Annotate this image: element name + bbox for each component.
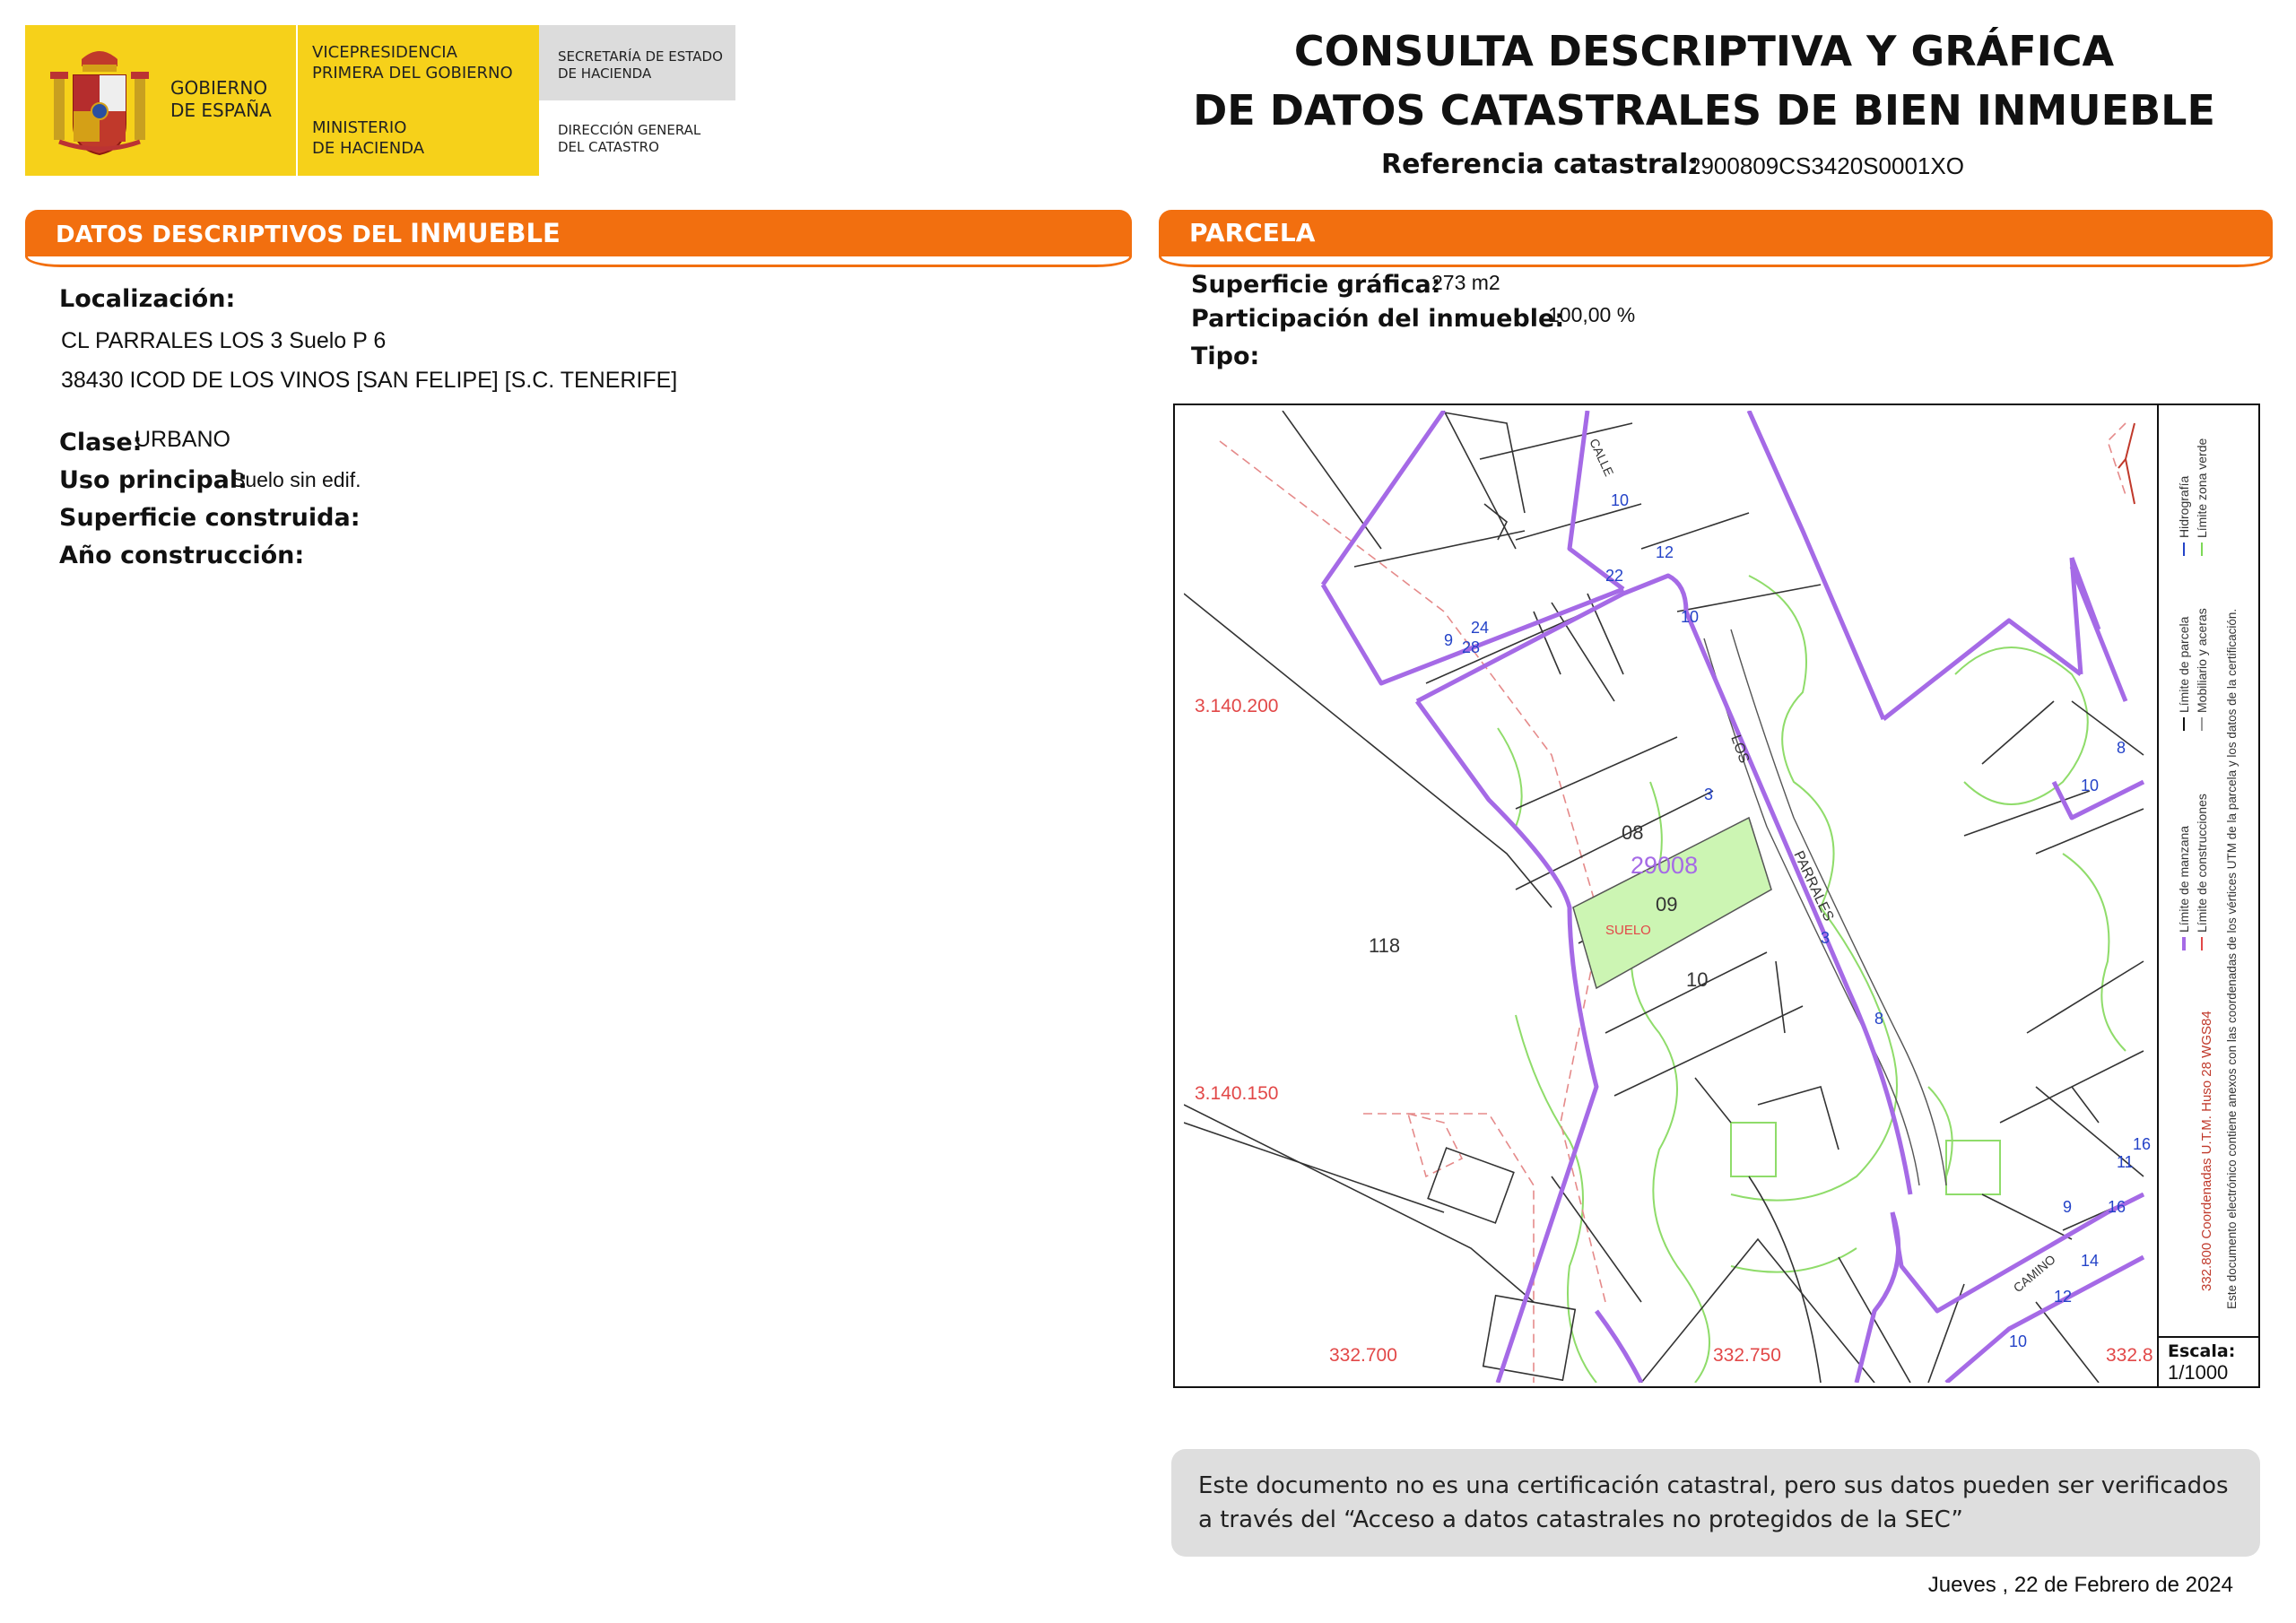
legend-manzana: Límite de manzana xyxy=(2177,825,2191,933)
descriptivos-bar-curve xyxy=(25,256,1132,267)
cadastral-map xyxy=(1173,404,2260,1388)
direccion-label xyxy=(558,122,700,156)
sec-line1: SECRETARÍA DE ESTADO xyxy=(558,48,723,65)
participacion-label: Participación del inmueble: xyxy=(1191,305,1565,333)
svg-text:16: 16 xyxy=(2133,1135,2152,1153)
anio-construccion-label: Año construcción: xyxy=(59,542,305,569)
lot-09-label: 09 xyxy=(1656,893,1678,916)
svg-text:22: 22 xyxy=(1605,567,1624,585)
coord-y1-label: 3.140.200 xyxy=(1195,696,1279,716)
legend-parcela: Límite de parcela xyxy=(2177,616,2191,713)
suelo-label: SUELO xyxy=(1605,923,1651,938)
svg-text:10: 10 xyxy=(1681,608,1700,626)
svg-text:3: 3 xyxy=(1704,785,1714,803)
ministerio-label xyxy=(312,118,424,159)
vicepresidencia-label xyxy=(312,43,513,83)
svg-text:8: 8 xyxy=(2117,739,2126,757)
parcela-bar xyxy=(1159,210,2273,256)
min-line1: MINISTERIO xyxy=(312,118,407,137)
descriptivos-bar-label: DATOS DESCRIPTIVOS DEL xyxy=(56,221,411,248)
street-camino-label: CAMINO xyxy=(2010,1252,2058,1296)
dir-line1: DIRECCIÓN GENERAL xyxy=(558,122,701,138)
green-zone-lines xyxy=(1498,576,2126,1383)
svg-text:9: 9 xyxy=(2063,1198,2073,1216)
svg-text:14: 14 xyxy=(2081,1252,2100,1270)
svg-text:12: 12 xyxy=(1656,543,1674,561)
svg-text:12: 12 xyxy=(2054,1288,2073,1306)
verification-note: Este documento no es una certificación catastral, pero sus datos pueden ser verificados a través del “Acceso a datos catastrales no protegidos de la SEC” xyxy=(1171,1449,2260,1557)
legend-coordinates: 332.800 Coordenadas U.T.M. Huso 28 WGS84 xyxy=(2199,1011,2214,1291)
svg-text:9: 9 xyxy=(1444,631,1454,649)
superficie-construida-label: Superficie construida: xyxy=(59,504,361,532)
uso-value: Suelo sin edif. xyxy=(231,468,361,491)
lot-08-label: 08 xyxy=(1622,821,1644,844)
parcela-bar-curve xyxy=(1159,256,2273,267)
referencia-label: Referencia catastral: xyxy=(1381,149,1700,180)
svg-text:28: 28 xyxy=(1462,638,1481,656)
lot-10-label: 10 xyxy=(1686,968,1709,991)
street-los-label: LOS xyxy=(1727,733,1752,766)
superficie-grafica-label: Superficie gráfica: xyxy=(1191,271,1441,299)
scale-label: Escala: xyxy=(2168,1341,2236,1361)
coord-x1-label: 332.700 xyxy=(1329,1345,1397,1366)
dir-line2: DEL CATASTRO xyxy=(558,138,659,155)
address-line2: 38430 ICOD DE LOS VINOS [SAN FELIPE] [S.C. TENERIFE] xyxy=(61,368,678,393)
title-line1: CONSULTA DESCRIPTIVA Y GRÁFICA xyxy=(1293,27,2115,75)
coord-x3-label: 332.8 xyxy=(2106,1345,2153,1366)
coord-x2-label: 332.750 xyxy=(1713,1345,1781,1366)
parcel-ref-label: 29008 xyxy=(1631,852,1699,879)
svg-text:11: 11 xyxy=(2117,1153,2134,1171)
svg-text:8: 8 xyxy=(1874,1010,1884,1028)
legend-construcciones: Límite de construcciones xyxy=(2195,794,2209,933)
uso-label: Uso principal: xyxy=(59,466,248,494)
scale-value: 1/1000 xyxy=(2168,1361,2229,1384)
document-date: Jueves , 22 de Febrero de 2024 xyxy=(1927,1573,2233,1597)
legend-drawing xyxy=(2175,412,2247,1327)
lot-118-label: 118 xyxy=(1369,934,1401,957)
svg-text:16: 16 xyxy=(2108,1198,2126,1216)
scale-box xyxy=(2159,1336,2260,1388)
vice-line2: PRIMERA DEL GOBIERNO xyxy=(312,63,513,82)
map-legend xyxy=(2175,412,2247,1327)
localizacion-label: Localización: xyxy=(59,285,236,313)
svg-text:10: 10 xyxy=(2009,1332,2028,1350)
logo-separator xyxy=(296,25,298,176)
vice-line1: VICEPRESIDENCIA xyxy=(312,43,457,62)
tipo-label: Tipo: xyxy=(1191,343,1260,370)
descriptivos-bar xyxy=(25,210,1132,256)
clase-label: Clase: xyxy=(59,429,143,456)
sec-line2: DE HACIENDA xyxy=(558,65,652,82)
legend-note: Este documento electrónico contiene anexos con las coordenadas de los vértices UTM de la parcela y los datos de la certificación. xyxy=(2225,608,2239,1309)
coord-y2-label: 3.140.150 xyxy=(1195,1083,1279,1104)
svg-text:10: 10 xyxy=(1611,491,1630,509)
superficie-grafica-value: 273 m2 xyxy=(1431,271,1500,294)
participacion-value: 100,00 % xyxy=(1548,303,1636,326)
legend-hidrografia: Hidrografía xyxy=(2177,475,2191,538)
secretaria-label xyxy=(558,48,723,82)
map-drawing xyxy=(1175,405,2156,1386)
descriptivos-bar-label-bold: INMUEBLE xyxy=(410,218,561,248)
svg-text:3: 3 xyxy=(1821,929,1831,947)
gobierno-line1: GOBIERNO xyxy=(170,77,268,99)
min-line2: DE HACIENDA xyxy=(312,138,425,158)
legend-zona-verde: Límite zona verde xyxy=(2195,438,2209,538)
coat-of-arms-icon xyxy=(41,41,158,160)
gobierno-label xyxy=(170,77,272,122)
parcela-bar-label: PARCELA xyxy=(1189,218,1316,247)
svg-text:24: 24 xyxy=(1471,619,1490,637)
document-title xyxy=(1166,22,2242,140)
street-parrales-label: PARRALES xyxy=(1790,848,1837,924)
address-line1: CL PARRALES LOS 3 Suelo P 6 xyxy=(61,328,387,353)
title-line2: DE DATOS CATASTRALES DE BIEN INMUEBLE xyxy=(1193,86,2215,135)
north-arrow-icon xyxy=(2118,423,2135,504)
government-logo xyxy=(25,25,735,176)
referencia-value: 2900809CS3420S0001XO xyxy=(1688,152,1964,179)
svg-text:10: 10 xyxy=(2081,777,2100,794)
map-legend-divider xyxy=(2157,404,2159,1388)
legend-mobiliario: Mobiliario y aceras xyxy=(2195,608,2209,713)
gobierno-line2: DE ESPAÑA xyxy=(170,100,272,121)
street-calle-label: CALLE xyxy=(1587,436,1617,479)
clase-value: URBANO xyxy=(135,427,230,452)
